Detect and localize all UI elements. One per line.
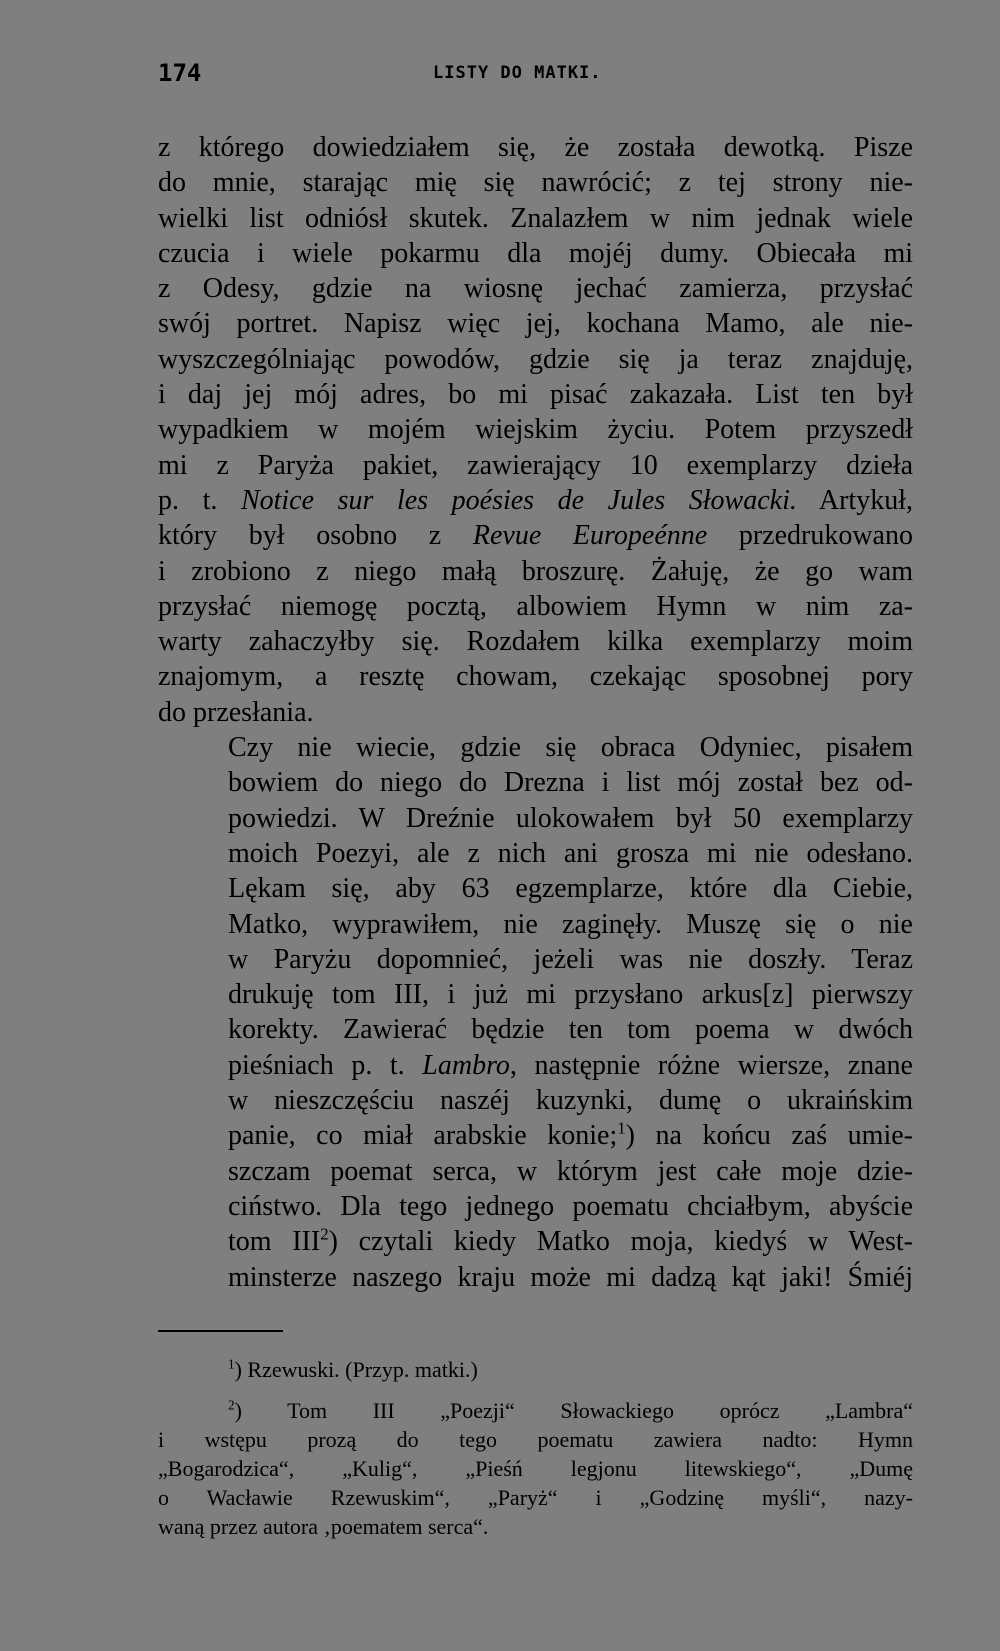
text-line	[158, 1224, 913, 1259]
text-line: Lękam się, aby 63 egzemplarze, które dla Ciebie,	[228, 873, 913, 905]
text-line: znajomym, a resztę chowam, czekając sposobnej pory	[158, 661, 913, 693]
footnote-line: waną przez autora ‚poematem serca“.	[158, 1514, 489, 1539]
text-line: i zrobiono z niego małą broszurę. Żałuję, że go wam	[158, 555, 913, 587]
text-line	[158, 1118, 913, 1153]
footnote-mark: 1	[228, 1356, 235, 1372]
text-line: szczam poemat serca, w którym jest całe moje dzie-	[228, 1155, 913, 1187]
italic-title: Lambro	[422, 1049, 510, 1081]
text-line: Czy nie wiecie, gdzie się obraca Odyniec, pisałem	[228, 732, 913, 764]
italic-title: Revue Europeénne	[472, 520, 708, 552]
text-segment: który był osobno z	[158, 520, 473, 552]
page-number: 174	[158, 59, 202, 87]
footnote-rule	[158, 1330, 283, 1332]
text-line: drukuję tom III, i już mi przysłano arkus[z] pierwszy	[228, 979, 913, 1011]
text-line: ciństwo. Dla tego jednego poematu chciałbym, abyście	[228, 1190, 913, 1222]
text-line: mi z Paryża pakiet, zawierający 10 exemplarzy dzieła	[158, 449, 913, 481]
text-segment: Artykuł,	[796, 484, 913, 516]
text-segment: panie, co miał arabskie konie;	[228, 1120, 618, 1152]
footnote-ref: 2	[320, 1224, 329, 1244]
text-line: bowiem do niego do Drezna i list mój został bez od-	[228, 767, 913, 799]
text-line: moich Poezyi, ale z nich ani grosza mi nie odesłano.	[228, 837, 913, 869]
text-line: do przesłania.	[158, 696, 314, 728]
footnote-line	[158, 1396, 913, 1425]
text-segment: ) czytali kiedy Matko moja, kiedyś w West-	[328, 1226, 913, 1258]
text-line: w Paryżu dopomnieć, jeżeli was nie doszły. Teraz	[228, 943, 913, 975]
running-head: LISTY DO MATKI.	[433, 63, 602, 83]
text-line	[158, 483, 913, 518]
text-line: czucia i wiele pokarmu dla mojéj dumy. Obiecała mi	[158, 237, 913, 269]
text-segment: p. t.	[158, 484, 241, 516]
text-line: minsterze naszego kraju może mi dadzą kąt jaki! Śmiéj	[228, 1261, 913, 1293]
text-segment: ) na końcu zaś umie-	[625, 1120, 913, 1152]
text-line: przysłać niemogę pocztą, albowiem Hymn w nim za-	[158, 590, 913, 622]
footnotes	[158, 1355, 913, 1541]
paragraph	[158, 130, 913, 730]
text-line	[158, 1048, 913, 1083]
footnote-mark: 2	[228, 1397, 235, 1413]
footnote-line: „Bogarodzica“, „Kulig“, „Pieśń legjonu litewskiego“, „Dumę	[158, 1456, 913, 1481]
page-header	[158, 53, 913, 93]
text-line: do mnie, starając mię się nawrócić; z tej strony nie-	[158, 167, 913, 199]
footnote-ref: 1	[617, 1118, 626, 1138]
text-segment: tom III	[228, 1226, 321, 1258]
text-line: powiedzi. W Dreźnie ulokowałem był 50 exemplarzy	[228, 802, 913, 834]
text-line: warty zahaczyłby się. Rozdałem kilka exemplarzy moim	[158, 626, 913, 658]
italic-title: Notice sur les poésies de Jules Słowacki.	[240, 484, 797, 516]
footnote-line: i wstępu prozą do tego poematu zawiera nadto: Hymn	[158, 1427, 913, 1452]
text-line: w nieszczęściu naszéj kuzynki, dumę o ukraińskim	[228, 1085, 913, 1117]
text-line: Matko, wyprawiłem, nie zaginęły. Muszę się o nie	[228, 908, 913, 940]
footnote-gap	[158, 1384, 913, 1396]
text-line	[158, 518, 913, 553]
text-line: z którego dowiedziałem się, że została dewotką. Pisze	[158, 132, 913, 163]
body-text	[158, 130, 913, 1295]
text-line: wyszczególniając powodów, gdzie się ja teraz znajduję,	[158, 343, 913, 375]
text-line: korekty. Zawierać będzie ten tom poema w dwóch	[228, 1014, 913, 1046]
text-segment: , następnie różne wiersze, znane	[509, 1049, 913, 1081]
footnote-2	[158, 1396, 913, 1541]
footnote-line: o Wacławie Rzewuskim“, „Paryż“ i „Godzinę myśli“, nazy-	[158, 1485, 913, 1510]
text-line: swój portret. Napisz więc jej, kochana Mamo, ale nie-	[158, 308, 913, 340]
footnote-1	[158, 1355, 913, 1384]
paragraph	[158, 730, 913, 1295]
text-segment: przedrukowano	[707, 520, 913, 552]
text-line: wypadkiem w mojém wiejskim życiu. Potem przyszedł	[158, 414, 913, 446]
footnote-text: ) Rzewuski. (Przyp. matki.)	[234, 1357, 478, 1382]
text-segment: pieśniach p. t.	[228, 1049, 423, 1081]
footnote-text: ) Tom III „Poezji“ Słowackiego oprócz „Lambra“	[234, 1398, 913, 1423]
text-line: i daj jej mój adres, bo mi pisać zakazała. List ten był	[158, 379, 913, 411]
text-line: z Odesy, gdzie na wiosnę jechać zamierza, przysłać	[158, 273, 913, 305]
text-line: wielki list odniósł skutek. Znalazłem w nim jednak wiele	[158, 202, 913, 234]
